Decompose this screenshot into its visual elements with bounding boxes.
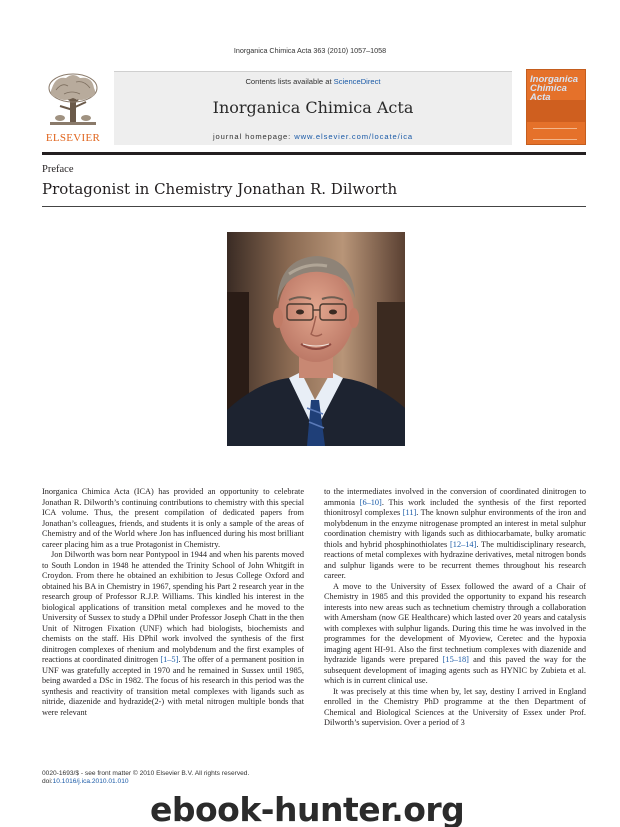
paragraph-text: . The offer of a permanent position in UNF was gratefully accepted in 1970 and he remained in Sussex until 1985, being awarded a DSc in 1982. The focus of his research in this period was the synthesis and reactivity of transition metal complexes with ligands such as nitride, diazenide and hydrazide(2-) with metal nitrogen multiple bonds that were relevant [42,655,304,717]
contents-line [114,77,512,86]
paragraph-text: Jon Dilworth was born near Pontypool in 1944 and when his parents moved to South London in 1948 he attended the Trinity School of John Whitgift in Croydon. From there he obtained an exhibition to Jesus College Oxford and obtained his BA in Chemistry in 1967, spending his Part 2 research year in the research group of Professor R.J.P. Williams. This kindled his interest in the biological applications of transition metal complexes and he moved to the University of Sussex to study a DPhil under Professor Joseph Chatt in the then Unit of Nitrogen Fixation (UNF) which had biologists, biochemists and chemists on the staff. His DPhil work involved the synthesis of the first dinitrogen complexes of rhenium and molybdenum and the first examples of reactions at coordinated dinitrogen [42,550,304,664]
doi-prefix: doi: [42,778,53,786]
cover-band [527,100,586,122]
journal-title: Inorganica Chimica Acta [212,98,414,117]
copyright-line: 0020-1693/$ - see front matter © 2010 Elsevier B.V. All rights reserved. [42,770,250,777]
paragraph-text: A move to the University of Essex followed the award of a Chair of Chemistry in 1985 and this provided the opportunity to expand his research interests into new areas such as technetium chemistry through a collaboration with Amersham (now GE Healthcare) which lasted over 20 years and catalysis with complexes with sulphur ligands. During this time he was involved in the programmes for the development of Myoview, Ceretec and the hypoxia imaging agent HI-91. Also the first technetium complexes with diazenide and hydrazide ligands were prepared [324,581,586,664]
header-rule [42,152,586,155]
paragraph-text: Inorganica Chimica Acta (ICA) has provided an opportunity to celebrate Jonathan R. Dilworth’s continuing contributions to chemistry with this special ICA volume. Thus, the present compilation of dedicated papers from Jonathan’s colleagues, friends, and students it is only a sample of the areas of Chemistry and of the World where Jon has influenced during his most brilliant career placing him as a true Protagonist in Chemistry. [42,487,304,549]
cover-decoration [533,128,577,140]
portrait-illustration [227,232,405,446]
tree-icon [46,72,100,128]
body-paragraph [42,487,304,550]
body-paragraph [324,487,586,582]
doi-link[interactable]: 10.1016/j.ica.2010.01.010 [52,778,129,786]
body-paragraph [324,687,586,729]
journal-cover-thumbnail[interactable] [526,69,586,145]
footer [42,770,249,787]
title-rule [42,206,586,207]
section-label: Preface [42,164,74,175]
paragraph-text: It was precisely at this time when by, let say, destiny I arrived in England enrolled in the Chemistry PhD programme at the then Department of Chemical and Biological Sciences at the University of Essex under Prof. Dilworth’s supervision. Over a period of 3 [324,686,586,727]
reference-link[interactable]: [6–10] [359,497,382,507]
watermark: ebook-hunter.org [150,790,465,827]
paragraph-text: to the intermediates involved in the conversion of coordinated dinitrogen to ammonia [324,487,586,507]
homepage-link[interactable]: www.elsevier.com/locate/ica [294,132,414,141]
contents-prefix: Contents lists available at [245,77,334,86]
reference-link[interactable]: [1–5] [160,655,179,664]
body-paragraph [42,550,304,718]
journal-header [42,67,586,147]
paragraph-text: and this paved the way for the subsequent development of imaging agents such as HYNIC by Zubieta et al. which is in current clinical use. [324,655,586,685]
elsevier-wordmark: ELSEVIER [45,132,101,144]
doi-line [42,778,249,786]
reference-link[interactable]: [11] [402,508,417,517]
reference-link[interactable]: [15–18] [442,655,469,664]
paragraph-text: . The multidisciplinary research, reactions of metal complexes with hydrazine derivatives, metal nitrogen bonds and sulphur ligands were to be recurrent themes throughout his research career. [324,539,586,580]
sciencedirect-link[interactable]: ScienceDirect [333,77,381,86]
journal-citation: Inorganica Chimica Acta 363 (2010) 1057–1058 [233,46,387,55]
paragraph-text: . This work included the synthesis of the first reported thionitrosyl complexes [324,497,586,517]
body-column-left [42,487,304,718]
portrait-photo [227,232,405,446]
paragraph-text: . The known sulphur environments of the iron and molybdenum in the enzyme nitrogenase prompted an interest in metal sulphur coordination chemistry with ligands such as dithiocarbamate, bulky aromatic thiols and hybrid phosphinothiolates [324,508,586,549]
article-title: Protagonist in Chemistry Jonathan R. Dilworth [42,180,398,198]
body-paragraph [324,582,586,687]
reference-link[interactable]: [12–14] [450,539,477,549]
journal-homepage [114,132,512,141]
homepage-prefix: journal homepage: [212,132,295,141]
cover-title: Inorganica Chimica Acta [530,74,579,103]
journal-info-box [114,71,512,145]
body-column-right [324,487,586,729]
elsevier-logo[interactable] [42,72,104,144]
